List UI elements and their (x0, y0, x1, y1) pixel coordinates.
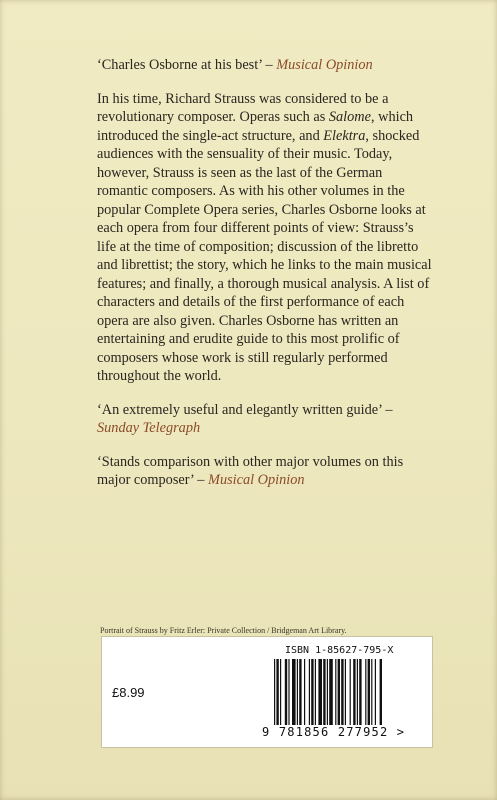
quote-source: Musical Opinion (208, 472, 305, 488)
quote-musical-opinion (97, 453, 432, 490)
barcode-box (101, 636, 433, 748)
quote-source: Musical Opinion (276, 57, 373, 73)
ean-digits: 9 781856 277952 > (262, 725, 406, 739)
quote-charles-osborne-best (97, 56, 432, 75)
description-part-2: , which introduced the single-act structure, and (97, 109, 414, 144)
quote-source: Sunday Telegraph (97, 420, 201, 436)
quote-text: ‘An extremely useful and elegantly written guide’ – (97, 401, 393, 418)
image-credit: Portrait of Strauss by Fritz Erler: Private Collection / Bridgeman Art Library. (100, 626, 347, 635)
opera-title-salome: Salome (328, 109, 371, 125)
quote-sunday-telegraph (97, 401, 432, 438)
blurb-text (97, 56, 432, 505)
price-label: £8.99 (112, 685, 145, 700)
barcode-image (274, 659, 417, 725)
isbn-text: ISBN 1-85627-795-X (285, 645, 394, 656)
description-part-3: , shocked audiences with the sensuality of their music. Today, however, Strauss is seen as the last of the German romantic composers. As with his other volumes in the popular Complete Opera series, Charles Osborne looks at each opera from four different points of view: Strauss’s life at the time of composition; discussion of the libretto and librettist; the story, which he links to the main musical features; and finally, a thorough musical analysis. A list of characters and details of the first performance of each opera are also given. Charles Osborne has written an entertaining and erudite guide to this most prolific of composers whose work is still regularly performed throughout the world. (97, 127, 432, 384)
description-part-1: In his time, Richard Strauss was considered to be a revolutionary composer. Operas such as (97, 90, 389, 125)
quote-text: ‘Charles Osborne at his best’ – (97, 57, 277, 73)
opera-title-elektra: Elektra (323, 127, 366, 144)
quote-text: ‘Stands comparison with other major volumes on this major composer’ – (97, 453, 404, 488)
book-description (97, 90, 432, 386)
